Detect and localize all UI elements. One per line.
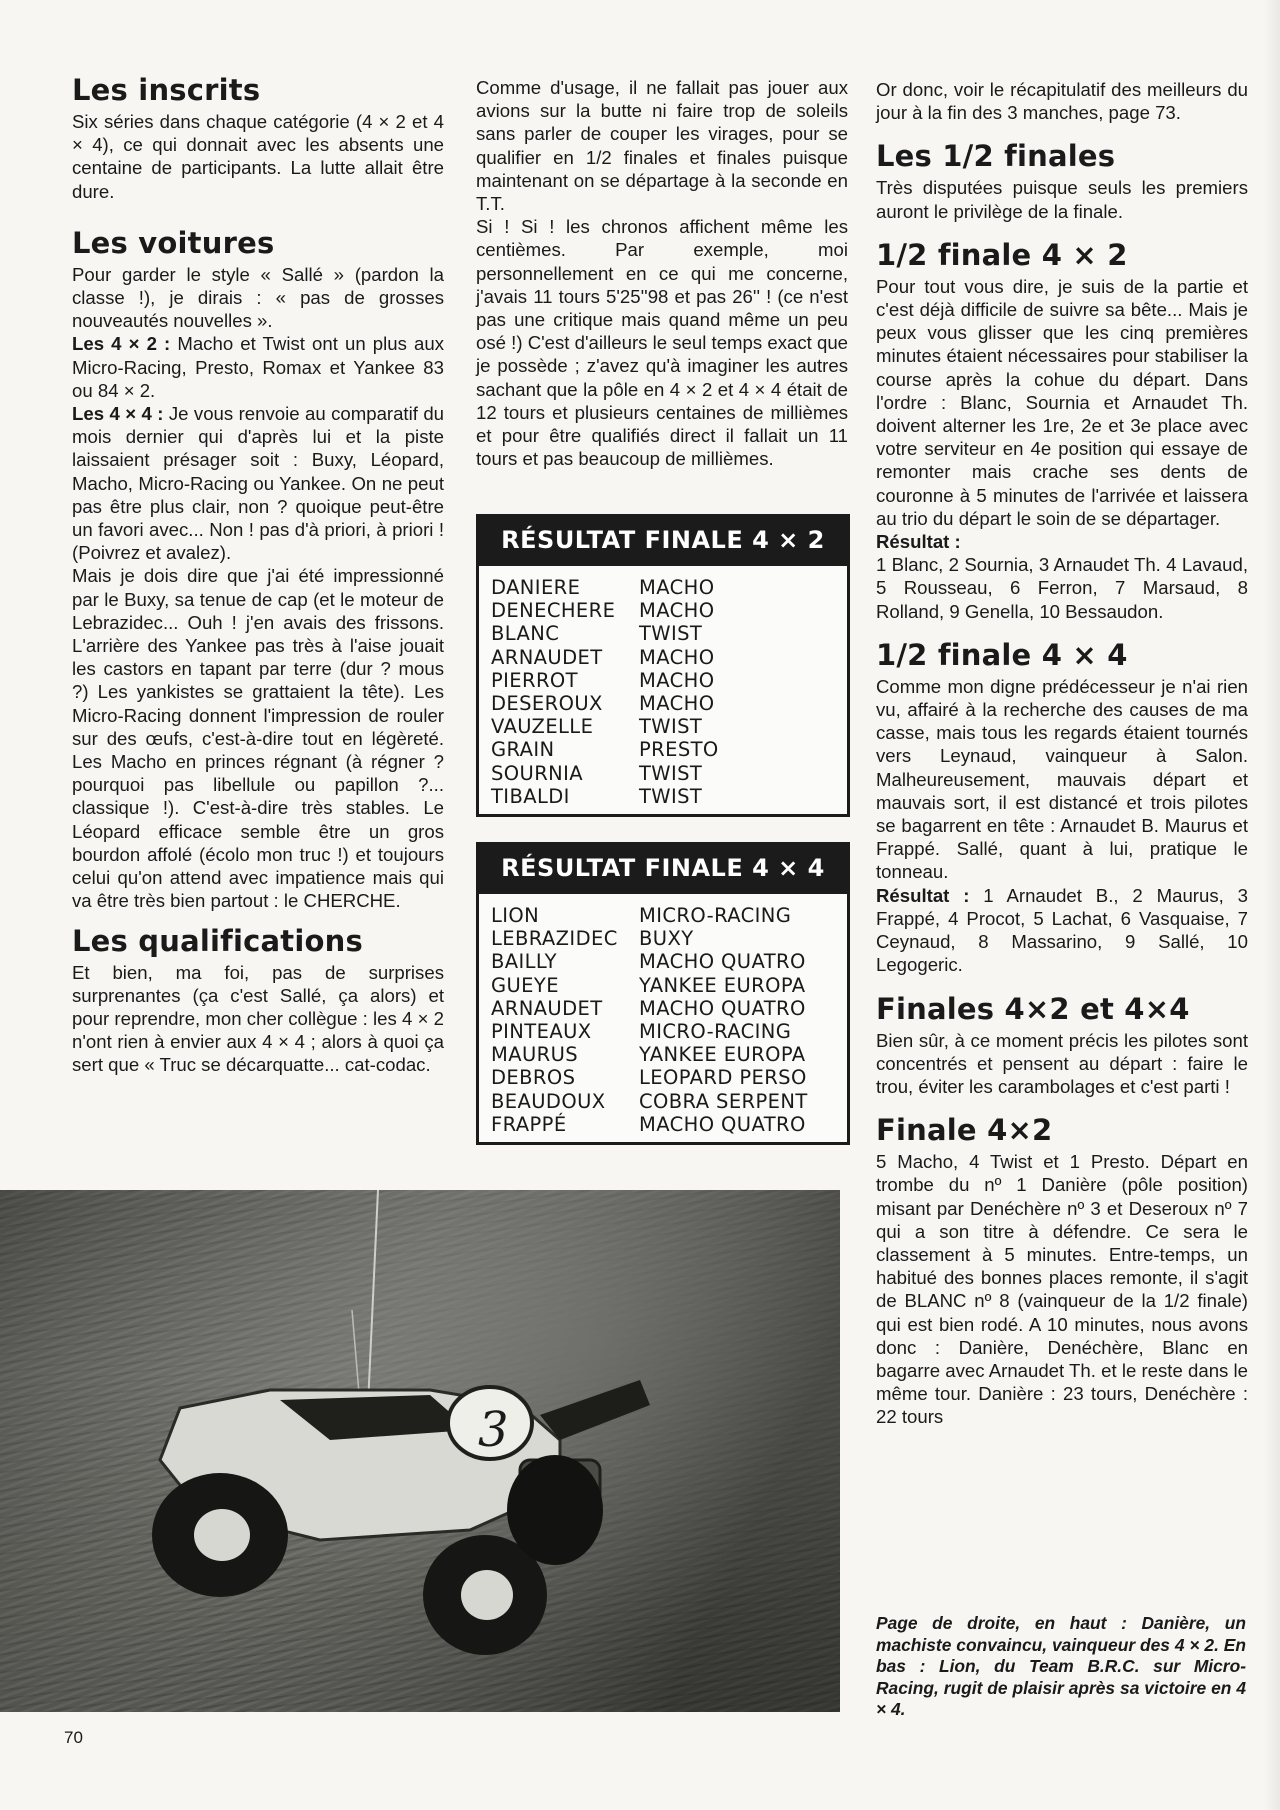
race-car-illustration xyxy=(0,1190,840,1712)
car-model: TWIST xyxy=(639,761,703,785)
finales-paragraph: Bien sûr, à ce moment précis les pilotes sont concentrés et pensent au départ : faire le trou, éviter les carambolages et c'est parti ! xyxy=(876,1029,1248,1097)
result-row xyxy=(491,576,837,599)
car-model: YANKEE EUROPA xyxy=(639,1043,806,1067)
car-model: TWIST xyxy=(639,784,703,808)
driver-name: DANIERE xyxy=(491,576,581,599)
demi-4x4-result-label: Résultat : xyxy=(876,884,970,906)
driver-name: BLANC xyxy=(491,622,560,646)
column-left xyxy=(72,72,444,1077)
demi-4x2-result-label: Résultat : xyxy=(876,531,961,553)
car-number: 3 xyxy=(478,1402,509,1458)
car-model: LEOPARD PERSO xyxy=(639,1066,807,1090)
result-row xyxy=(491,1090,837,1113)
demi-4x4-result xyxy=(876,884,1248,977)
driver-name: SOURNIA xyxy=(491,761,584,785)
result-row xyxy=(491,715,837,738)
driver-name: FRAPPÉ xyxy=(491,1112,567,1136)
result-row xyxy=(491,669,837,692)
driver-name: DEBROS xyxy=(491,1066,576,1090)
voitures-paragraph-3 xyxy=(72,402,444,564)
heading-finale-4x2: Finale 4×2 xyxy=(876,1113,1053,1148)
car-model: MACHO QUATRO xyxy=(639,1112,806,1136)
driver-name: LION xyxy=(491,904,540,927)
car-model: COBRA SERPENT xyxy=(639,1089,808,1113)
result-row xyxy=(491,599,837,622)
heading-demi-finale-4x2: 1/2 finale 4 × 2 xyxy=(876,237,1128,272)
car-model: BUXY xyxy=(639,927,694,951)
voitures-4x2-text: Macho et Twist ont un plus aux Micro-Racing, Presto, Romax et Yankee 83 ou 84 × 2. xyxy=(72,333,444,401)
voitures-4x4-text: Je vous renvoie au comparatif du mois dernier qui d'après lui et la piste laissaient présager soit : Buxy, Léopard, Macho, Micro-Racing ou Yankee. On ne peut pas être plus clair, non ? quoique peut-être un favori avec... Non ! pas d'à priori, à priori ! (Poivrez et avalez). xyxy=(72,403,444,564)
driver-name: GRAIN xyxy=(491,738,555,762)
car-model: MACHO xyxy=(639,599,715,623)
heading-finales: Finales 4×2 et 4×4 xyxy=(876,991,1190,1026)
driver-name: DESEROUX xyxy=(491,692,603,716)
voitures-4x2-lead: Les 4 × 2 : xyxy=(72,333,171,355)
result-row xyxy=(491,997,837,1020)
result-row xyxy=(491,785,837,808)
result-4x2-title: RÉSULTAT FINALE 4 × 2 xyxy=(476,514,850,566)
car-model: TWIST xyxy=(639,715,703,739)
demi-4x4-paragraph: Comme mon digne prédécesseur je n'ai rien vu, affairé à la recherche des causes de ma casse, mais tous les regards étaient tournés vers Leynaud, vainqueur à Salon. Malheureusement, mauvais départ et mauvais sort, il est distancé et trois pilotes se bagarrent en tête : Arnaudet B. Maurus et Frappé. Sallé, quant à lui, pratique le tonneau. xyxy=(876,675,1248,883)
page-edge xyxy=(1264,0,1280,1810)
finale-4x2-paragraph: 5 Macho, 4 Twist et 1 Presto. Départ en trombe du nº 1 Danière (pôle position) misant par Denéchère nº 3 et Deseroux nº 7 qui a son titre à défendre. Ce sera le classement à 5 minutes. Entre-temps, un habitué des bonnes places remonte, il s'agit de BLANC nº 8 (vainqueur de la 1/2 finale) qui est bien rodé. A 10 minutes, nous avons donc : Danière, Denéchère, Blanc en bagarre avec Arnaudet Th. et le reste dans le même tour. Danière : 23 tours, Denéchère : 22 tours xyxy=(876,1151,1248,1428)
driver-name: LEBRAZIDEC xyxy=(491,927,618,951)
result-row xyxy=(491,950,837,973)
car-model: MICRO-RACING xyxy=(639,904,792,927)
car-model: TWIST xyxy=(639,622,703,646)
voitures-4x4-lead: Les 4 × 4 : xyxy=(72,403,164,425)
intro-paragraph: Or donc, voir le récapitulatif des meilleurs du jour à la fin des 3 manches, page 73. xyxy=(876,79,1248,124)
car-model: MACHO xyxy=(639,692,715,716)
photo-caption: Page de droite, en haut : Danière, un machiste convaincu, vainqueur des 4 × 2. En bas : Lion, du Team B.R.C. sur Micro-Racing, rugit de plaisir après sa victoire en 4 × 4. xyxy=(876,1613,1246,1719)
result-row xyxy=(491,927,837,950)
result-row xyxy=(491,646,837,669)
heading-les-voitures: Les voitures xyxy=(72,225,275,260)
car-model: PRESTO xyxy=(639,738,719,762)
heading-les-inscrits: Les inscrits xyxy=(72,73,261,107)
middle-paragraph-2: Si ! Si ! les chronos affichent même les centièmes. Par exemple, moi personnellement en ce qui me concerne, j'avais 11 tours 5'25''98 et pas 26'' ! (ce n'est pas une critique mais quand même un peu osé !) C'est d'ailleurs le seul temps exact que je possède ; z'avez qu'à imaginer les autres sachant que la pôle en 4 × 2 et 4 × 4 était de 12 tours et plusieurs centaines de millièmes et pour être qualifiés direct il fallait un 11 tours et pas beaucoup de millièmes. xyxy=(476,216,848,470)
voitures-paragraph-2 xyxy=(72,332,444,402)
demi-4x2-paragraph: Pour tout vous dire, je suis de la partie et c'est déjà difficile de suivre sa bête... Mais je peux vous glisser que les cinq premières minutes étaient nécessaires pour stabiliser la course après la cohue du départ. Dans l'ordre : Blanc, Sournia et Arnaudet Th. doivent alterner les 1re, 2e et 3e place avec votre serviteur en 4e position qui essaye de remonter mais crache ses dents de couronne à 5 minutes de l'arrivée et laissera au trio du départ le soin de se départager. xyxy=(876,275,1248,529)
driver-name: TIBALDI xyxy=(491,784,570,808)
wheel-rear-left xyxy=(152,1473,288,1597)
driver-name: GUEYE xyxy=(491,973,559,997)
result-row xyxy=(491,974,837,997)
result-row xyxy=(491,692,837,715)
car-model: MICRO-RACING xyxy=(639,1020,792,1044)
driver-name: BAILLY xyxy=(491,950,557,974)
result-box-4x4 xyxy=(476,842,850,1145)
voitures-paragraph-1: Pour garder le style « Sallé » (pardon la classe !), je dirais : « pas de grosses nouveautés nouvelles ». xyxy=(72,263,444,332)
car-model: YANKEE EUROPA xyxy=(639,973,806,997)
driver-name: PINTEAUX xyxy=(491,1020,592,1044)
driver-name: DENECHERE xyxy=(491,599,616,623)
result-4x2-list xyxy=(476,566,850,817)
driver-name: MAURUS xyxy=(491,1043,579,1067)
column-right xyxy=(876,78,1248,1429)
demi-4x2-result: 1 Blanc, 2 Sournia, 3 Arnaudet Th. 4 Lavaud, 5 Rousseau, 6 Ferron, 7 Marsaud, 8 Rolland, 9 Genella, 10 Bessaudon. xyxy=(876,554,1248,622)
result-row xyxy=(491,1113,837,1136)
demi-4x4-result-text: 1 Arnaudet B., 2 Maurus, 3 Frappé, 4 Procot, 5 Lachat, 6 Vasquaise, 7 Ceynaud, 8 Massarino, 9 Sallé, 10 Legogeric. xyxy=(876,884,1248,976)
result-row xyxy=(491,762,837,785)
car-model: MACHO xyxy=(639,576,715,599)
car-model: MACHO QUATRO xyxy=(639,950,806,974)
page-number: 70 xyxy=(64,1728,83,1747)
result-row xyxy=(491,738,837,761)
car-model: MACHO QUATRO xyxy=(639,996,806,1020)
demi-4x2-result-lead xyxy=(876,530,1248,553)
car-model: MACHO xyxy=(639,668,715,692)
car-model: MACHO xyxy=(639,645,715,669)
result-row xyxy=(491,1043,837,1066)
driver-name: ARNAUDET xyxy=(491,996,603,1020)
wheel-right xyxy=(507,1455,603,1565)
result-row xyxy=(491,1020,837,1043)
result-4x4-list xyxy=(476,894,850,1145)
driver-name: VAUZELLE xyxy=(491,715,594,739)
voitures-paragraph-4: Mais je dois dire que j'ai été impressionné par le Buxy, sa tenue de cap (et le moteur de Lebrazidec... Ouh ! j'en avais des frissons. L'arrière des Yankee pas très à l'aise jouait les castors en tapant par terre (dur ? mous ?) Les yankistes se grattaient la tête). Les Micro-Racing donnent l'impression de rouler sur des œufs, c'est-à-dire tout en légèreté. Les Macho en princes régnant (à régner ? pourquoi pas libellule ou papillon ?... classique !). C'est-à-dire très stables. Le Léopard efficace semble être un gros bourdon affolé (écolo mon truc !) et toujours celui qu'on attend avec impatience mais qui va être très bien partout : le CHERCHE. xyxy=(72,565,444,912)
result-row xyxy=(491,1066,837,1089)
driver-name: PIERROT xyxy=(491,668,578,692)
result-row xyxy=(491,904,837,927)
heading-demi-finales: Les 1/2 finales xyxy=(876,139,1116,174)
result-box-4x2 xyxy=(476,514,850,817)
result-row xyxy=(491,622,837,645)
column-middle xyxy=(476,76,848,470)
result-4x4-title: RÉSULTAT FINALE 4 × 4 xyxy=(476,842,850,894)
heading-les-qualifications: Les qualifications xyxy=(72,923,363,958)
demi-finales-paragraph: Très disputées puisque seuls les premiers auront le privilège de la finale. xyxy=(876,177,1248,222)
race-car-photo xyxy=(0,1190,840,1712)
driver-name: BEAUDOUX xyxy=(491,1089,606,1113)
qualifications-paragraph: Et bien, ma foi, pas de surprises surprenantes (ça c'est Sallé, ça alors) et pour reprendre, mon cher collègue : les 4 × 2 n'ont rien à envier aux 4 × 4 ; alors à quoi ça sert que « Truc se décarquatte... cat-codac. xyxy=(72,961,444,1076)
driver-name: ARNAUDET xyxy=(491,645,603,669)
middle-paragraph-1: Comme d'usage, il ne fallait pas jouer aux avions sur la butte ni faire trop de soleils sans parler de couper les virages, pour se qualifier en 1/2 finales et finales puisque maintenant on se départage à la seconde en T.T. xyxy=(476,77,848,215)
inscrits-paragraph: Six séries dans chaque catégorie (4 × 2 et 4 × 4), ce qui donnait avec les absents une centaine de participants. La lutte allait être dure. xyxy=(72,111,444,202)
heading-demi-finale-4x4: 1/2 finale 4 × 4 xyxy=(876,637,1128,672)
